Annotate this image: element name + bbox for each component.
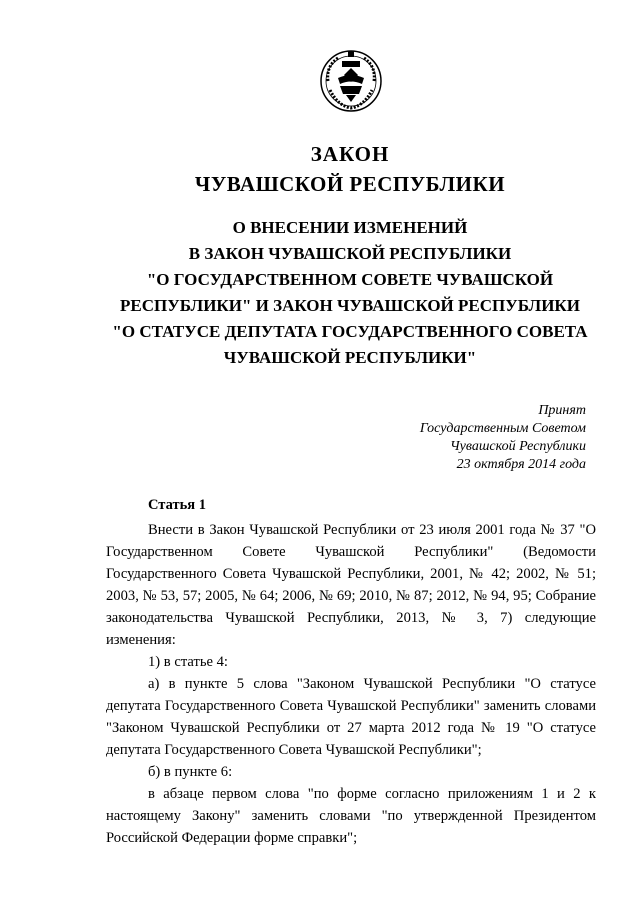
- subtitle-line: РЕСПУБЛИКИ" И ЗАКОН ЧУВАШСКОЙ РЕСПУБЛИКИ: [120, 296, 580, 315]
- republic-heading: ЧУВАШСКОЙ РЕСПУБЛИКИ: [194, 172, 506, 196]
- subtitle-line: О ВНЕСЕНИИ ИЗМЕНЕНИЙ: [232, 218, 468, 237]
- adoption-line: Государственным Советом: [419, 421, 586, 436]
- subtitle-line: "О ГОСУДАРСТВЕННОМ СОВЕТЕ ЧУВАШСКОЙ: [146, 270, 554, 289]
- coat-of-arms-emblem: [318, 48, 384, 114]
- subtitle-line: ЧУВАШСКОЙ РЕСПУБЛИКИ": [223, 348, 477, 367]
- adoption-line: Чувашской Республики: [450, 439, 586, 454]
- article-paragraph: а) в пункте 5 слова "Законом Чувашской Республики "О статусе депутата Государственного Совета Чувашской Республики" заменить словами "Законом Чувашской Республики от 27 марта 2012 года № 19 "О статусе депутата Государственного Совета Чувашской Республики";: [106, 676, 596, 758]
- article-paragraph: б) в пункте 6:: [148, 764, 233, 780]
- article-paragraph: Внести в Закон Чувашской Республики от 23 июля 2001 года № 37 "О Государственном Совете Чувашской Республики" (Ведомости Государственного Совета Чувашской Республики, 2001, № 42; 2002, № 51; 2003, № 53, 57; 2005, № 64; 2006, № 69; 2010, № 87; 2012, № 94, 95; Собрание законодательства Чувашской Республики, 2013, № 3, 7) следующие изменения:: [106, 522, 596, 648]
- adoption-note: [420, 402, 586, 474]
- article-paragraph: 1) в статье 4:: [148, 654, 228, 670]
- subtitle-line: "О СТАТУСЕ ДЕПУТАТА ГОСУДАРСТВЕННОГО СОВЕТА: [112, 322, 588, 341]
- document-type-heading: ЗАКОН: [310, 142, 390, 166]
- adoption-line: Принят: [538, 403, 586, 418]
- law-subtitle: [0, 215, 640, 371]
- article-title: Статья 1: [148, 497, 206, 513]
- adoption-date: 23 октября 2014 года: [456, 457, 586, 472]
- subtitle-line: В ЗАКОН ЧУВАШСКОЙ РЕСПУБЛИКИ: [188, 244, 512, 263]
- article-paragraph: в абзаце первом слова "по форме согласно приложениям 1 и 2 к настоящему Закону" заменить словами "по утвержденной Президентом Российской Федерации форме справки";: [106, 786, 596, 846]
- article-body: [106, 519, 596, 849]
